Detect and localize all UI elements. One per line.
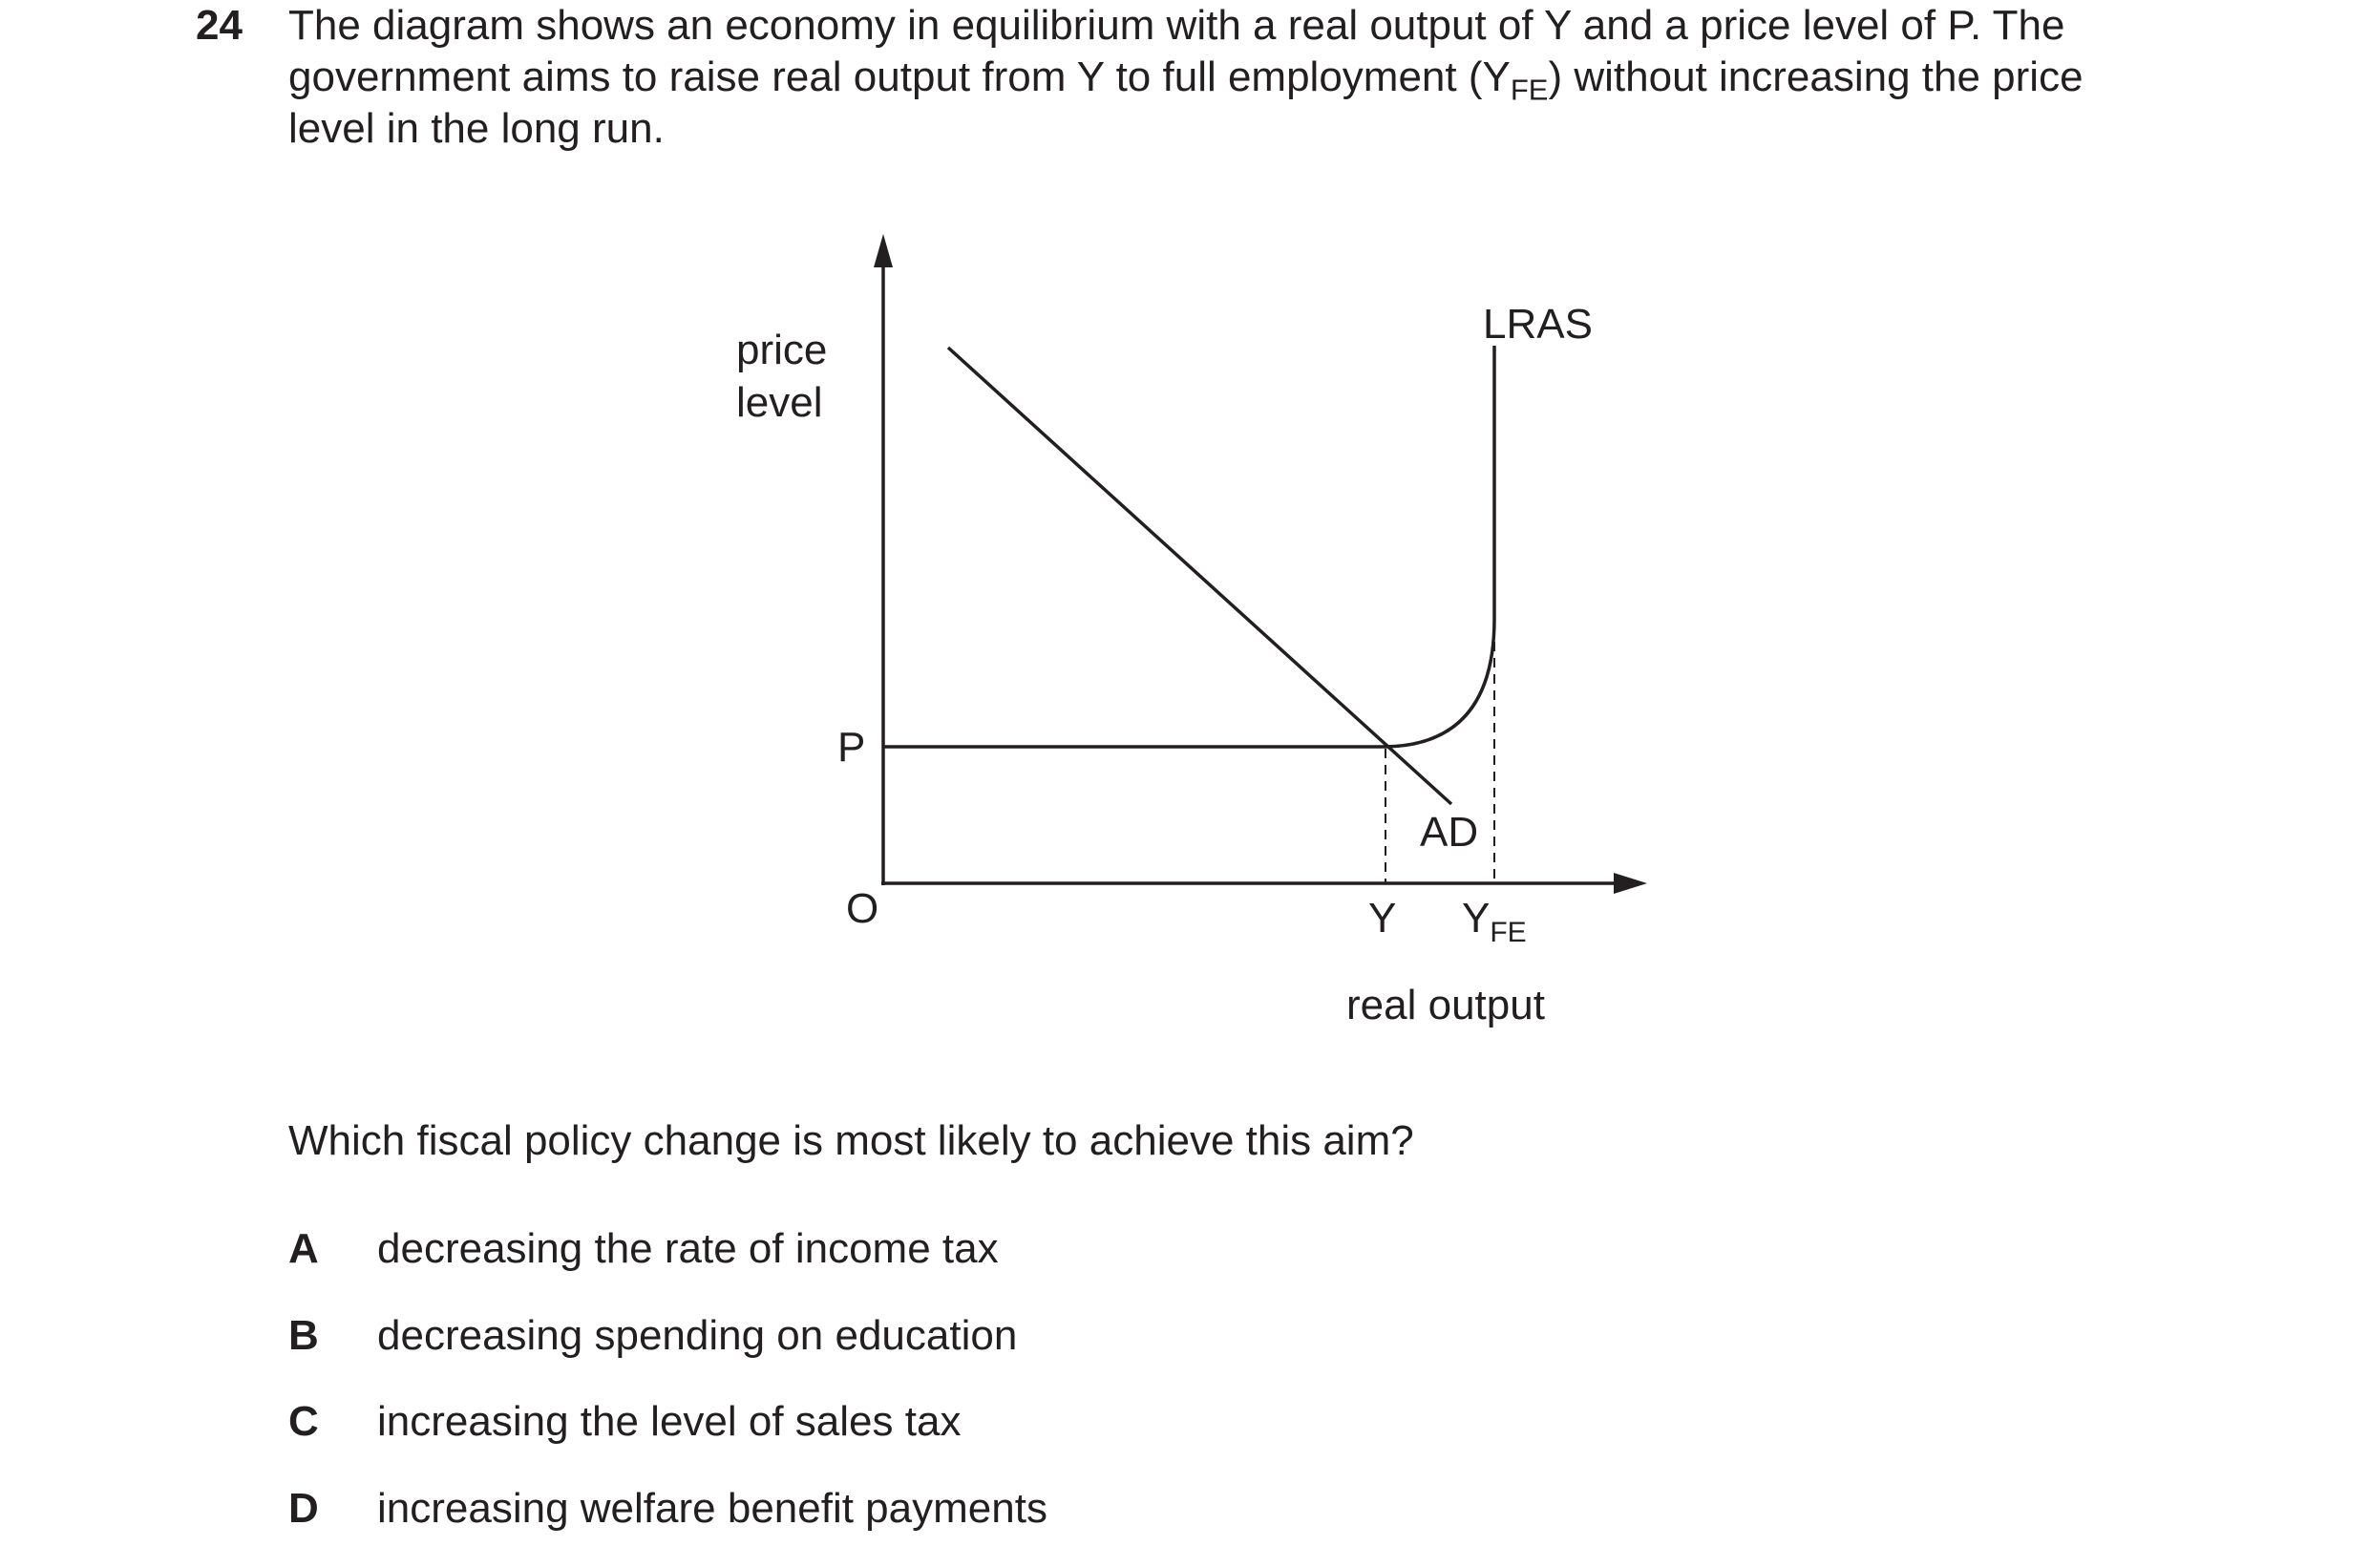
question-prompt: Which fiscal policy change is most likely to achieve this aim? — [288, 1117, 1414, 1164]
origin-label: O — [846, 885, 879, 932]
option-a-letter: A — [288, 1225, 319, 1272]
lras-curve — [1385, 346, 1494, 747]
full-employment-output-label — [1462, 895, 1527, 948]
option-d-letter: D — [288, 1485, 319, 1532]
stem-line-3: level in the long run. — [288, 105, 665, 152]
stem-subscript-fe: FE — [1510, 73, 1549, 107]
y-axis-arrowhead — [874, 234, 893, 267]
option-c-letter: C — [288, 1398, 319, 1445]
stem-line-1: The diagram shows an economy in equilibrium with a real output of Y and a price level of P. The — [288, 2, 2065, 49]
option-c-text: increasing the level of sales tax — [377, 1398, 962, 1445]
stem-line-2-end: ) without increasing the price — [1548, 53, 2083, 100]
ad-curve — [948, 348, 1451, 804]
output-y-label: Y — [1368, 895, 1397, 942]
full-employment-label-main: Y — [1462, 895, 1491, 942]
y-axis-label-line-1: price — [736, 327, 828, 373]
lras-label: LRAS — [1483, 301, 1593, 348]
ad-label: AD — [1420, 809, 1479, 856]
question-number: 24 — [196, 2, 243, 49]
full-employment-label-sub: FE — [1490, 917, 1527, 948]
stem-line-2-start: government aims to raise real output from Y to full employment (Y — [288, 53, 1511, 100]
price-label: P — [837, 724, 866, 771]
option-a-text: decreasing the rate of income tax — [377, 1225, 999, 1272]
option-b-letter: B — [288, 1312, 319, 1359]
option-d-text: increasing welfare benefit payments — [377, 1485, 1047, 1532]
x-axis-arrowhead — [1614, 873, 1647, 894]
x-axis-label: real output — [1346, 982, 1545, 1028]
option-b-text: decreasing spending on education — [377, 1312, 1018, 1359]
y-axis-label-line-2: level — [736, 379, 823, 426]
